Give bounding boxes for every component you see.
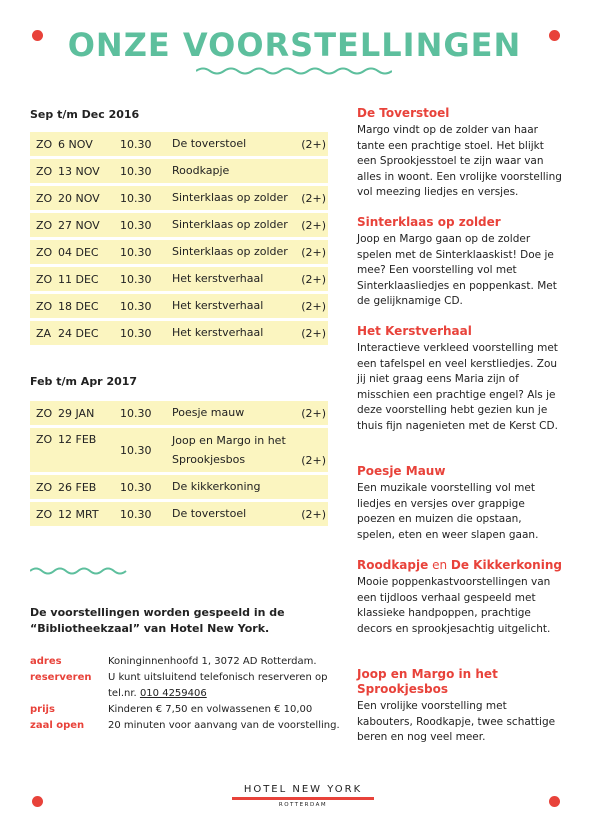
logo-bar xyxy=(232,797,374,800)
row-date: 12 FEB xyxy=(58,433,97,446)
info-value: Kinderen € 7,50 en volwassenen € 10,00 xyxy=(108,704,313,715)
row-time: 10.30 xyxy=(120,137,152,151)
phone-link[interactable]: 010 4259406 xyxy=(139,688,207,699)
corner-dot xyxy=(32,796,43,807)
schedule-row xyxy=(30,240,328,264)
desc-text: Margo vindt op de zolder van haar tante een prachtige stoel. Het blijkt een Sprookjesstoel te zijn waar van alles in woont. Een vrolijke voorstelling vol meezing liedjes en versjes. xyxy=(357,124,562,199)
row-title: Sinterklaas op zolder xyxy=(172,218,288,231)
row-date: 18 DEC xyxy=(58,299,99,313)
row-time: 10.30 xyxy=(120,272,152,286)
row-time: 10.30 xyxy=(120,191,152,205)
row-date: 29 JAN xyxy=(58,406,95,420)
row-day: ZO xyxy=(36,191,53,205)
desc-kerstverhaal xyxy=(357,324,562,435)
desc-text: Interactieve verkleed voorstelling met een tafelspel en veel kerstliedjes. Zou jij niet graag eens Maria zijn of misschien een prachtige engel? Als je deze voorstelling hebt gezien kun je thuis fijn nagenieten met de Kerst CD. xyxy=(357,342,558,432)
desc-text: Joop en Margo gaan op de zolder spelen met de Sinterklaaskist! Doe je mee? Een voorstelling vol met Sinterklaasliedjes en poppenkast. Met de gelijknamige CD. xyxy=(357,233,557,308)
info-row-prijs xyxy=(30,702,340,718)
row-title: Het kerstverhaal xyxy=(172,272,264,285)
row-day: ZA xyxy=(36,326,52,340)
desc-title: De Toverstoel xyxy=(357,106,450,120)
row-age: (2+) xyxy=(301,454,326,467)
row-day: ZO xyxy=(36,480,53,494)
info-row-adres xyxy=(30,654,340,670)
row-title: Het kerstverhaal xyxy=(172,326,264,339)
wave-divider-icon xyxy=(30,566,130,576)
schedule-row xyxy=(30,267,328,291)
logo-main-text: HOTEL NEW YORK xyxy=(243,784,363,795)
row-title: De toverstoel xyxy=(172,507,247,520)
row-time: 10.30 xyxy=(120,507,152,521)
info-label: adres xyxy=(30,656,62,667)
row-time: 10.30 xyxy=(120,326,152,340)
info-label: zaal open xyxy=(30,720,85,731)
info-value xyxy=(108,670,340,702)
row-day: ZO xyxy=(36,272,53,286)
row-age: (2+) xyxy=(301,507,326,521)
schedule-row xyxy=(30,475,328,499)
schedule-row xyxy=(30,321,328,345)
row-age: (2+) xyxy=(301,406,326,420)
row-date: 24 DEC xyxy=(58,326,99,340)
row-time: 10.30 xyxy=(120,480,152,494)
wave-divider-icon xyxy=(196,66,392,76)
row-day: ZO xyxy=(36,299,53,313)
row-time: 10.30 xyxy=(120,245,152,259)
schedule-row xyxy=(30,428,328,472)
row-day: ZO xyxy=(36,433,53,446)
row-title: Sinterklaas op zolder xyxy=(172,245,288,258)
desc-sinterklaas xyxy=(357,215,562,310)
row-title: Het kerstverhaal xyxy=(172,299,264,312)
schedule-row xyxy=(30,502,328,526)
row-date: 11 DEC xyxy=(58,272,99,286)
desc-title: Het Kerstverhaal xyxy=(357,324,472,338)
info-row-reserveren xyxy=(30,670,340,702)
desc-text: Een vrolijke voorstelling met kabouters, Roodkapje, twee schattige beren en nog veel meer. xyxy=(357,700,556,744)
row-title: Joop en Margo in het Sprookjesbos xyxy=(172,434,286,466)
row-age: (2+) xyxy=(301,326,326,340)
row-title: De toverstoel xyxy=(172,137,247,150)
schedule-row xyxy=(30,132,328,156)
row-date: 6 NOV xyxy=(58,137,93,151)
row-title: Sinterklaas op zolder xyxy=(172,191,288,204)
schedule-row xyxy=(30,213,328,237)
practical-info xyxy=(30,654,340,734)
desc-title: Poesje Mauw xyxy=(357,464,446,478)
row-date: 26 FEB xyxy=(58,480,97,494)
schedule-2016 xyxy=(30,132,328,348)
row-day: ZO xyxy=(36,218,53,232)
desc-toverstoel xyxy=(357,106,562,201)
schedule-row xyxy=(30,294,328,318)
info-label: prijs xyxy=(30,704,55,715)
row-day: ZO xyxy=(36,406,53,420)
corner-dot xyxy=(549,796,560,807)
row-age: (2+) xyxy=(301,299,326,313)
row-age: (2+) xyxy=(301,137,326,151)
schedule-row xyxy=(30,159,328,183)
info-value: Koninginnenhoofd 1, 3072 AD Rotterdam. xyxy=(108,656,317,667)
row-time: 10.30 xyxy=(120,218,152,232)
schedule-row xyxy=(30,186,328,210)
row-time: 10.30 xyxy=(120,299,152,313)
logo-sub-text: ROTTERDAM xyxy=(278,802,328,808)
info-label: reserveren xyxy=(30,672,92,683)
desc-poesje-mauw xyxy=(357,464,562,543)
desc-title-conjunction: en xyxy=(428,558,451,572)
row-date: 13 NOV xyxy=(58,164,100,178)
desc-text: Een muzikale voorstelling vol met liedjes en versjes over grappige poezen en muizen die opstaan, spelen, eten en weer slapen gaan. xyxy=(357,482,539,541)
row-age: (2+) xyxy=(301,245,326,259)
row-time: 10.30 xyxy=(120,406,152,420)
schedule-row xyxy=(30,401,328,425)
desc-joop-en-margo xyxy=(357,667,562,746)
row-date: 20 NOV xyxy=(58,191,100,205)
row-age: (2+) xyxy=(301,218,326,232)
row-title: Roodkapje xyxy=(172,164,230,177)
row-date: 12 MRT xyxy=(58,507,99,521)
hotel-new-york-logo xyxy=(232,784,374,808)
info-value: 20 minuten voor aanvang van de voorstelling. xyxy=(108,720,340,731)
desc-title-part: Roodkapje xyxy=(357,558,429,572)
row-day: ZO xyxy=(36,245,53,259)
info-row-zaal-open xyxy=(30,718,340,734)
desc-title: Joop en Margo in het Sprookjesbos xyxy=(357,667,498,696)
row-date: 04 DEC xyxy=(58,245,99,259)
desc-title xyxy=(357,558,562,573)
page-title: ONZE VOORSTELLINGEN xyxy=(67,26,522,64)
row-date: 27 NOV xyxy=(58,218,100,232)
desc-text: Mooie poppenkastvoorstellingen van een tijdloos verhaal gespeeld met klassieke handpoppen, prachtige decors en sprookjesachtig uitgelicht. xyxy=(357,576,551,635)
desc-roodkapje-kikkerkoning xyxy=(357,558,562,637)
period-label-2017: Feb t/m Apr 2017 xyxy=(30,375,138,388)
row-title: Poesje mauw xyxy=(172,406,245,419)
schedule-2017 xyxy=(30,401,328,529)
desc-title-part: De Kikkerkoning xyxy=(450,558,562,572)
row-day: ZO xyxy=(36,507,53,521)
row-time: 10.30 xyxy=(120,443,152,457)
row-age: (2+) xyxy=(301,191,326,205)
desc-title: Sinterklaas op zolder xyxy=(357,215,501,229)
reserveren-text: U kunt uitsluitend telefonisch reserveren op tel.nr. xyxy=(108,672,328,699)
row-age: (2+) xyxy=(301,272,326,286)
row-time: 10.30 xyxy=(120,164,152,178)
row-title: De kikkerkoning xyxy=(172,480,261,493)
venue-heading: De voorstellingen worden gespeeld in de “Bibliotheekzaal” van Hotel New York. xyxy=(30,606,285,635)
row-day: ZO xyxy=(36,164,53,178)
period-label-2016: Sep t/m Dec 2016 xyxy=(30,108,140,121)
row-day: ZO xyxy=(36,137,53,151)
